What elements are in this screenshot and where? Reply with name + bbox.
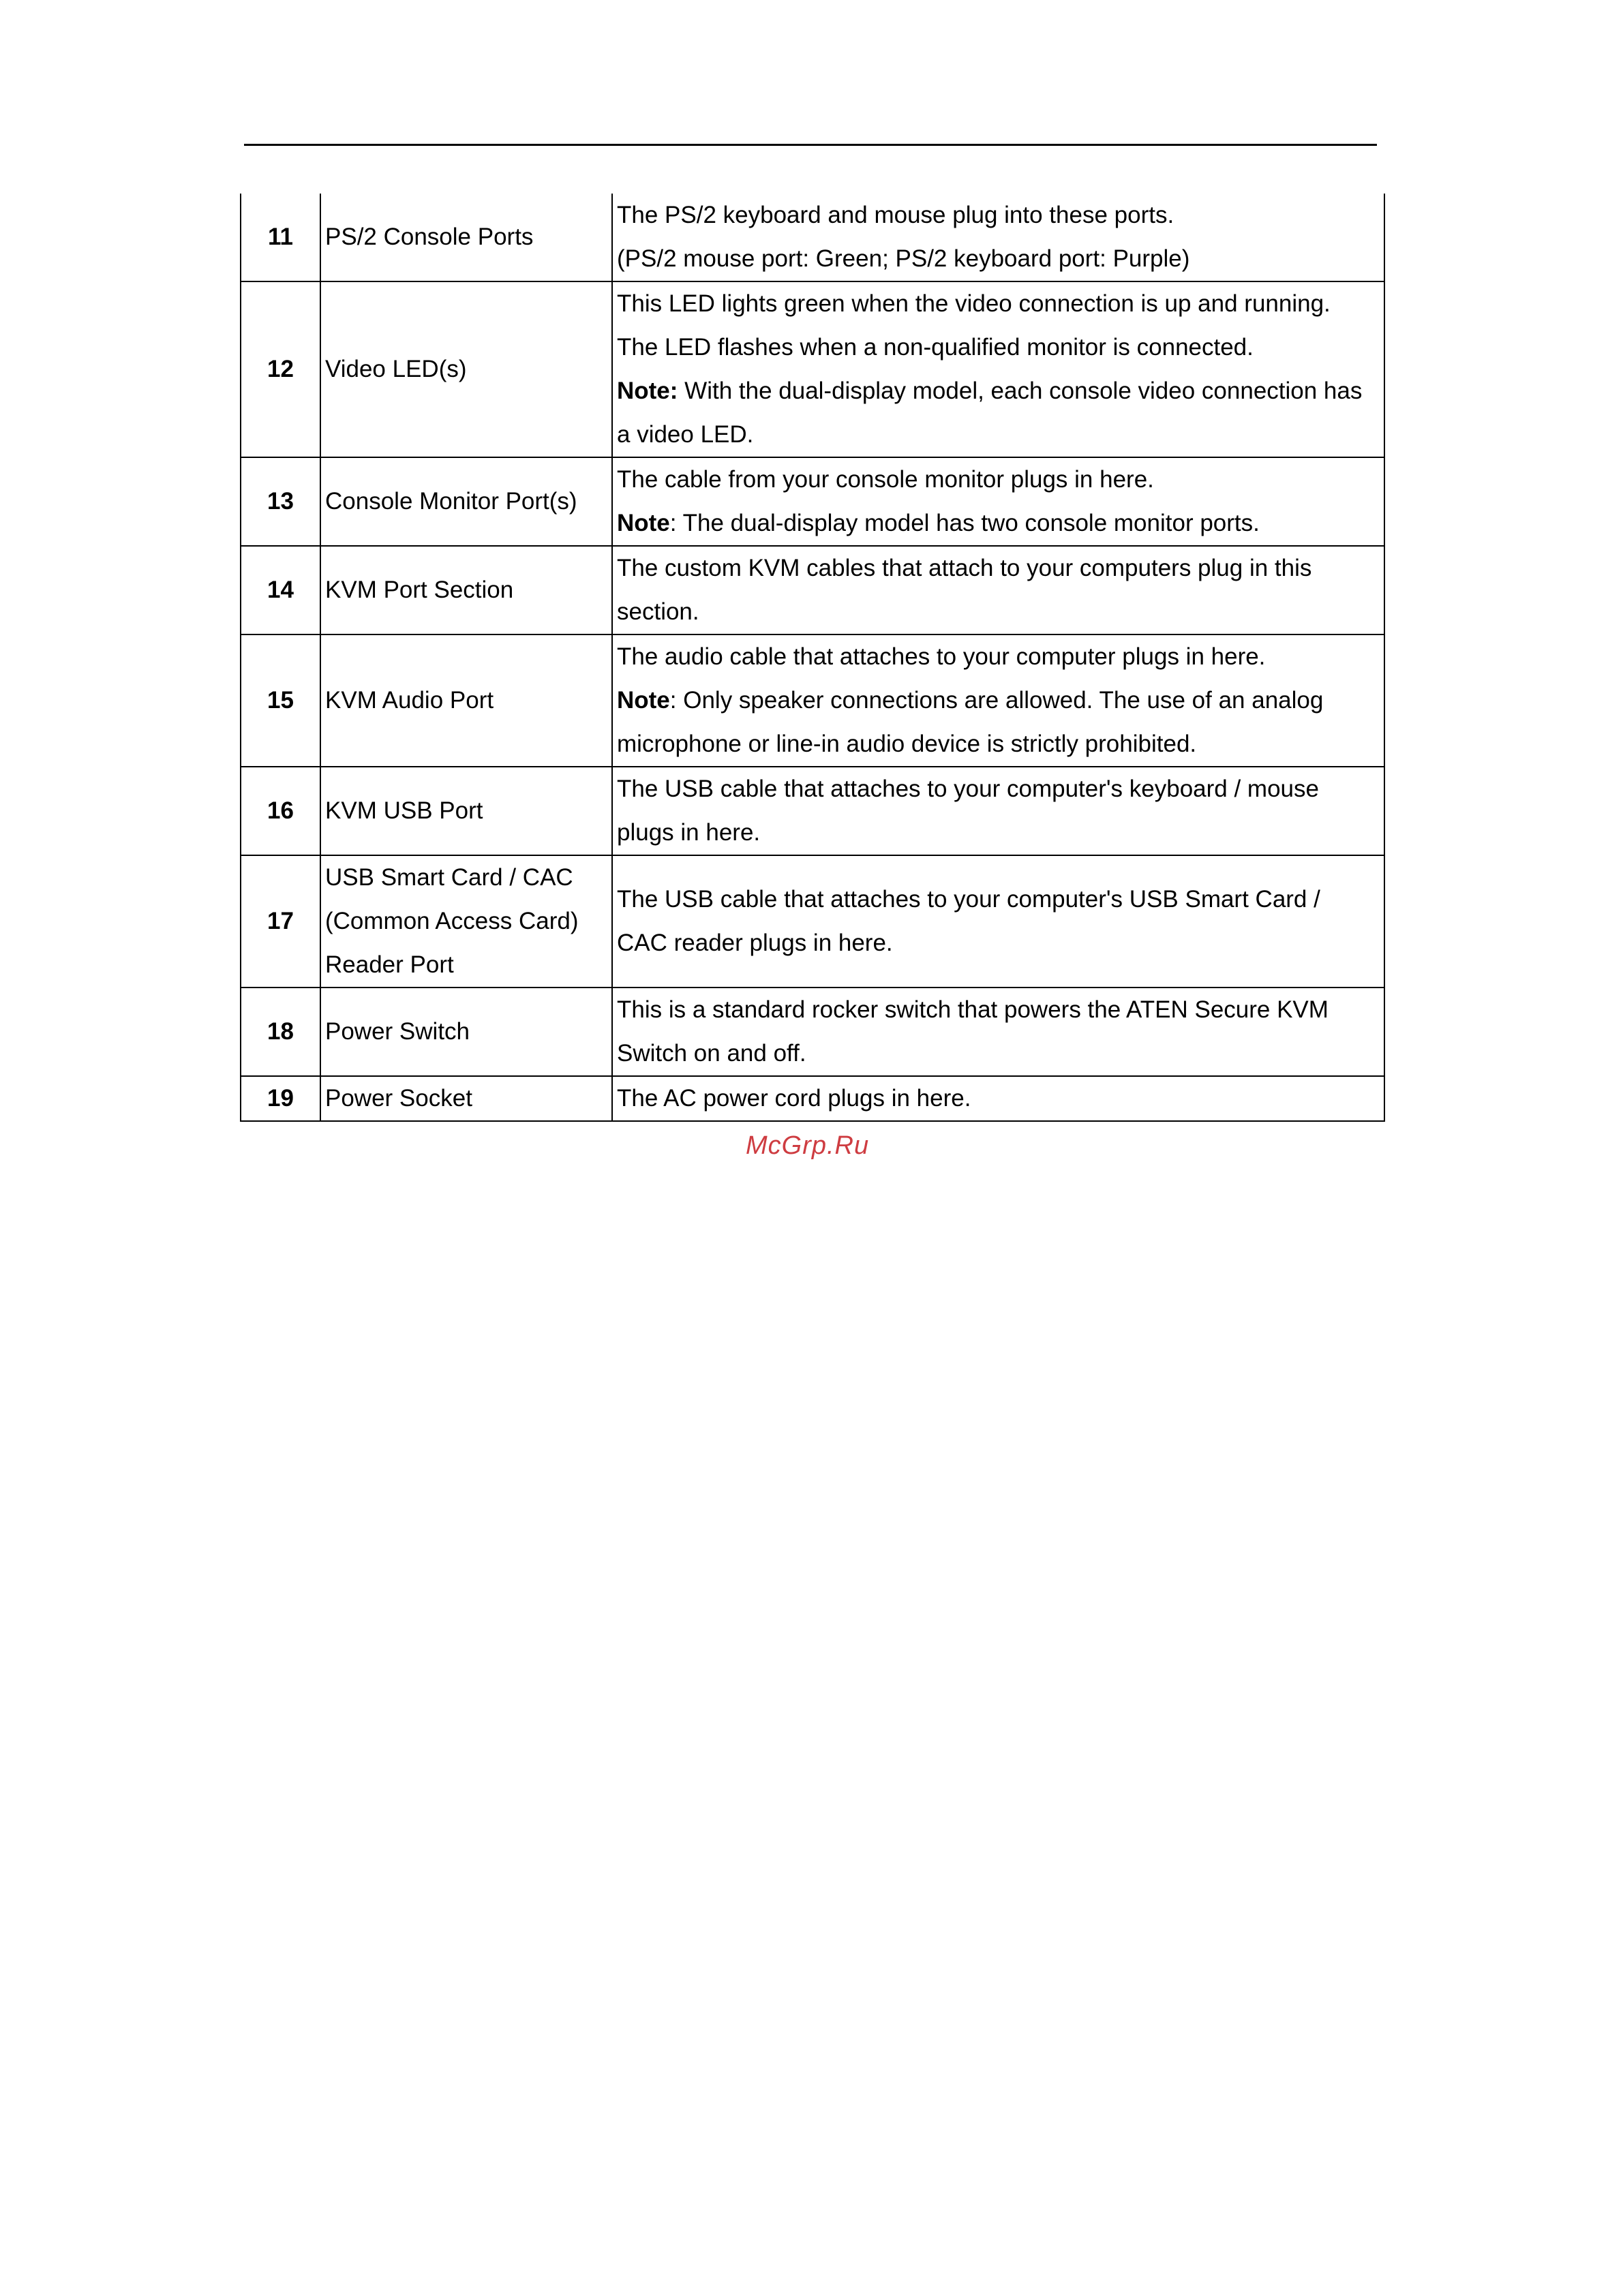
description-cell — [612, 634, 1384, 767]
table-row — [241, 1076, 1384, 1121]
description-cell — [612, 855, 1384, 988]
description-line — [617, 811, 1380, 855]
row-number: 19 — [241, 1076, 320, 1121]
description-cell — [612, 988, 1384, 1076]
description-line — [617, 878, 1380, 921]
description-text: With the dual-display model, each console video connection has — [678, 378, 1363, 404]
component-name-line: KVM USB Port — [325, 797, 483, 824]
description-cell — [612, 1076, 1384, 1121]
description-cell — [612, 281, 1384, 457]
description-text: The LED flashes when a non-qualified monitor is connected. — [617, 334, 1254, 361]
description-line — [617, 237, 1380, 281]
description-text: The PS/2 keyboard and mouse plug into these ports. — [617, 202, 1174, 228]
description-line — [617, 282, 1380, 326]
description-text: This is a standard rocker switch that powers the ATEN Secure KVM — [617, 996, 1329, 1023]
description-text: (PS/2 mouse port: Green; PS/2 keyboard port: Purple) — [617, 245, 1190, 272]
component-name-cell — [320, 194, 612, 281]
component-name-line: (Common Access Card) — [325, 908, 579, 934]
row-number: 17 — [241, 855, 320, 988]
description-line — [617, 502, 1380, 545]
description-line — [617, 326, 1380, 369]
description-line — [617, 1032, 1380, 1075]
description-line — [617, 679, 1380, 722]
description-line — [617, 194, 1380, 237]
description-cell — [612, 194, 1384, 281]
table-row — [241, 767, 1384, 855]
table-row — [241, 281, 1384, 457]
description-line — [617, 921, 1380, 965]
description-line — [617, 988, 1380, 1032]
note-label: Note: — [617, 378, 678, 404]
description-text: section. — [617, 598, 699, 625]
description-text: : Only speaker connections are allowed. The use of an analog — [669, 687, 1324, 714]
description-line — [617, 590, 1380, 634]
component-name-line: Reader Port — [325, 951, 454, 978]
table-row — [241, 457, 1384, 546]
table-row — [241, 988, 1384, 1076]
component-name-cell — [320, 1076, 612, 1121]
component-name-line: KVM Port Section — [325, 577, 514, 603]
row-number: 15 — [241, 634, 320, 767]
component-name-cell — [320, 457, 612, 546]
component-name-line: USB Smart Card / CAC — [325, 864, 573, 891]
description-text: plugs in here. — [617, 819, 761, 846]
component-name-line: Console Monitor Port(s) — [325, 488, 577, 515]
component-name-cell — [320, 546, 612, 634]
description-line — [617, 767, 1380, 811]
component-name-cell — [320, 634, 612, 767]
note-label: Note — [617, 687, 670, 714]
port-description-table — [240, 194, 1385, 1122]
component-name-line: Power Switch — [325, 1018, 470, 1045]
description-line — [617, 635, 1380, 679]
description-text: The audio cable that attaches to your computer plugs in here. — [617, 643, 1266, 670]
description-line — [617, 547, 1380, 590]
row-number: 13 — [241, 457, 320, 546]
row-number: 16 — [241, 767, 320, 855]
component-name-cell — [320, 855, 612, 988]
component-name-cell — [320, 988, 612, 1076]
description-text: a video LED. — [617, 421, 754, 448]
description-text: The AC power cord plugs in here. — [617, 1085, 971, 1112]
description-line — [617, 1077, 1380, 1120]
component-name-cell — [320, 767, 612, 855]
description-line — [617, 413, 1380, 457]
description-cell — [612, 546, 1384, 634]
table-row — [241, 194, 1384, 281]
component-name-line: PS/2 Console Ports — [325, 224, 534, 250]
description-text: This LED lights green when the video connection is up and running. — [617, 290, 1331, 317]
description-text: : The dual-display model has two console monitor ports. — [669, 510, 1260, 536]
watermark: McGrp.Ru — [746, 1131, 870, 1160]
row-number: 18 — [241, 988, 320, 1076]
description-cell — [612, 767, 1384, 855]
table-body — [241, 194, 1384, 1121]
component-name-line: Power Socket — [325, 1085, 472, 1112]
description-text: The custom KVM cables that attach to your computers plug in this — [617, 555, 1312, 581]
table-row — [241, 855, 1384, 988]
description-cell — [612, 457, 1384, 546]
description-line — [617, 369, 1380, 413]
description-line — [617, 722, 1380, 766]
note-label: Note — [617, 510, 670, 536]
description-text: The cable from your console monitor plugs in here. — [617, 466, 1154, 493]
header-rule — [244, 144, 1377, 146]
row-number: 14 — [241, 546, 320, 634]
description-text: The USB cable that attaches to your computer's USB Smart Card / — [617, 886, 1320, 913]
table-row — [241, 634, 1384, 767]
component-name-line: Video LED(s) — [325, 356, 467, 382]
table-row — [241, 546, 1384, 634]
row-number: 12 — [241, 281, 320, 457]
component-name-line: KVM Audio Port — [325, 687, 494, 714]
component-name-cell — [320, 281, 612, 457]
description-line — [617, 458, 1380, 502]
description-text: CAC reader plugs in here. — [617, 930, 893, 956]
row-number: 11 — [241, 194, 320, 281]
description-text: The USB cable that attaches to your computer's keyboard / mouse — [617, 776, 1319, 802]
description-text: Switch on and off. — [617, 1040, 806, 1067]
description-text: microphone or line-in audio device is strictly prohibited. — [617, 731, 1197, 757]
